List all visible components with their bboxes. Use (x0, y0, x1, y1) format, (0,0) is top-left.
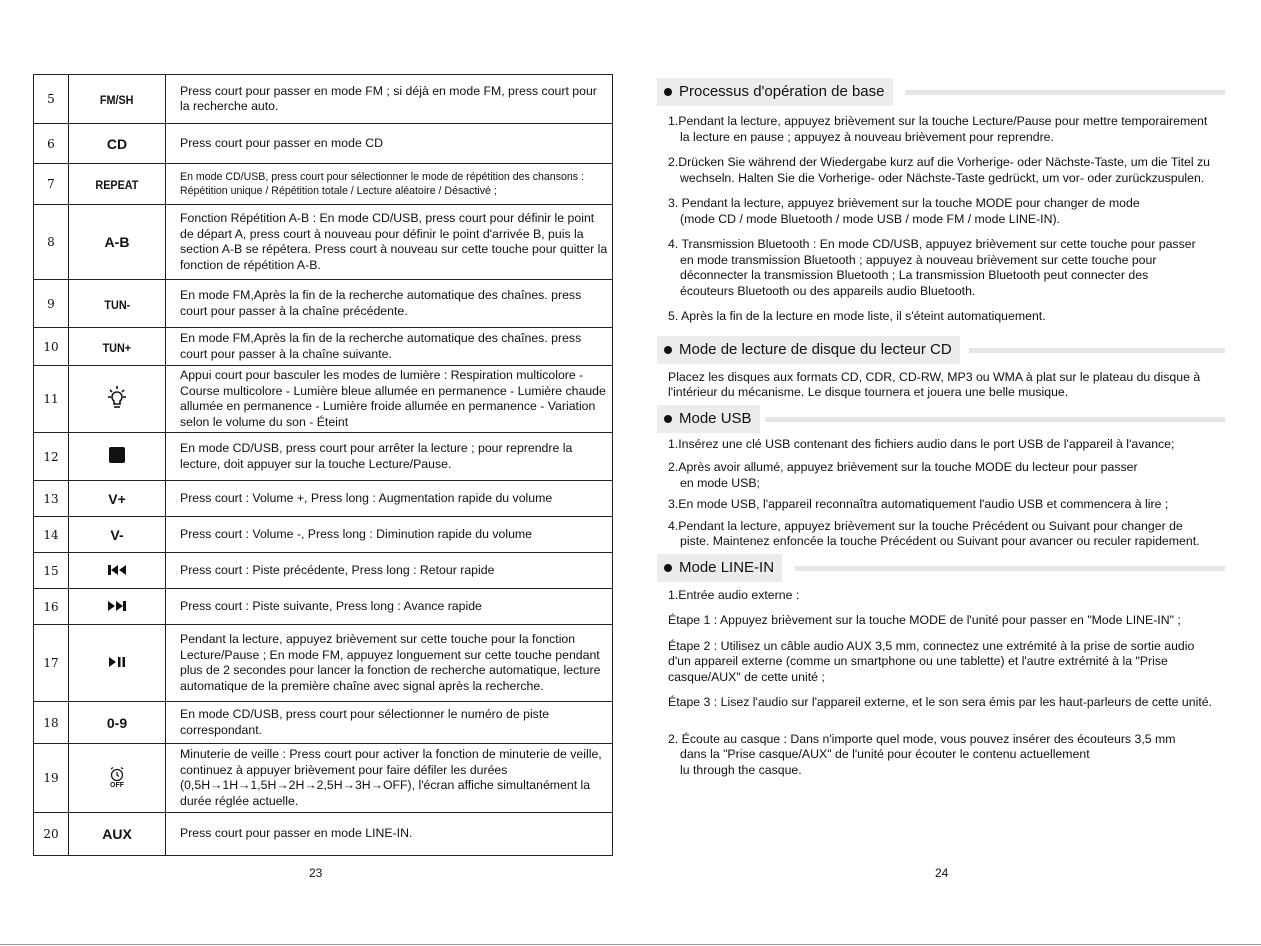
table-row (34, 124, 613, 164)
row-description: Press court pour passer en mode LINE-IN. (166, 813, 613, 856)
table-row (34, 481, 613, 517)
key-label: TUN+ (69, 328, 166, 366)
table-row (34, 433, 613, 481)
table-row (34, 744, 613, 813)
table-row (34, 164, 613, 205)
paragraph: 3. Pendant la lecture, appuyez brièvement sur la touche MODE pour changer de mode (668, 196, 1140, 210)
bullet-icon (664, 346, 672, 354)
section-title: Mode de lecture de disque du lecteur CD (679, 340, 952, 358)
section-title: Mode LINE-IN (679, 558, 775, 576)
row-number: 13 (34, 481, 69, 517)
row-number: 9 (34, 280, 69, 328)
row-description: Press court pour passer en mode FM ; si déjà en mode FM, press court pour la recherche auto. (166, 75, 613, 124)
section-rule (765, 417, 1225, 422)
page-number-right: 24 (935, 866, 949, 880)
table-row (34, 328, 613, 366)
row-number: 14 (34, 517, 69, 553)
key-label: A-B (69, 205, 166, 280)
key-label: V- (69, 517, 166, 553)
row-number: 8 (34, 205, 69, 280)
paragraph: en mode transmission Bluetooth ; appuyez à nouveau brièvement sur cette touche pour (680, 252, 1157, 267)
paragraph: 2.Drücken Sie während der Wiedergabe kurz auf die Vorherige- oder Nächste-Taste, um die Titel zu (668, 155, 1211, 169)
row-description: Press court : Piste précédente, Press long : Retour rapide (166, 553, 613, 589)
next-track-icon (69, 589, 166, 625)
paragraph: Placez les disques aux formats CD, CDR, CD-RW, MP3 ou WMA à plat sur le plateau du disque à (668, 369, 1201, 384)
row-description: En mode FM,Après la fin de la recherche automatique des chaînes. press court pour passer à la chaîne précédente. (166, 280, 613, 328)
key-label: AUX (69, 813, 166, 856)
paragraph: 5. Après la fin de la lecture en mode liste, il s'éteint automatiquement. (668, 309, 1046, 323)
row-number: 20 (34, 813, 69, 856)
paragraph: 4. Transmission Bluetooth : En mode CD/USB, appuyez brièvement sur cette touche pour passer (668, 237, 1196, 251)
paragraph: d'un appareil externe (comme un smartphone ou une tablette) et l'autre extrémité à la "Prise (668, 654, 1168, 668)
row-number: 17 (34, 625, 69, 702)
paragraph: dans la "Prise casque/AUX" de l'unité pour écouter le contenu actuellement (680, 747, 1090, 761)
row-number: 18 (34, 702, 69, 744)
table-row (34, 553, 613, 589)
paragraph: écouteurs Bluetooth ou des appareils audio Bluetooth. (680, 283, 976, 298)
section-rule (969, 348, 1225, 353)
key-label: REPEAT (69, 164, 166, 205)
section-rule (795, 566, 1225, 571)
row-number: 11 (34, 366, 69, 433)
paragraph: l'intérieur du mécanisme. Le disque tournera et jouera une belle musique. (668, 385, 1069, 399)
bullet-icon (664, 88, 672, 96)
row-number: 15 (34, 553, 69, 589)
row-description: Minuterie de veille : Press court pour activer la fonction de minuterie de veille, continuez à appuyer brièvement pour faire défiler les durées (0,5H→1H→1,5H→2H→2,5H→3H→OFF), l'écran affiche simultanément la durée réglée actuelle. (166, 744, 613, 813)
section-header-usb-mode (657, 405, 1247, 433)
key-label: 0-9 (69, 702, 166, 744)
key-label: FM/SH (69, 75, 166, 124)
table-row (34, 366, 613, 433)
paragraph: 1.Pendant la lecture, appuyez brièvement sur la touche Lecture/Pause pour mettre temporairement (668, 114, 1208, 128)
section-header-cd-mode (657, 336, 1247, 364)
row-description: En mode FM,Après la fin de la recherche automatique des chaînes. press court pour passer à la chaîne suivante. (166, 328, 613, 366)
instructions-page (657, 78, 1247, 778)
play-pause-icon (69, 625, 166, 702)
bulb-icon (106, 386, 128, 410)
section-title: Mode USB (679, 409, 752, 427)
button-function-table (33, 74, 613, 856)
row-number: 19 (34, 744, 69, 813)
sleep-timer-icon: OFF (69, 744, 166, 813)
paragraph: wechseln. Halten Sie die Vorherige- oder Nächste-Taste gedrückt, um vor- oder zurückzuspulen. (680, 170, 1205, 185)
paragraph: piste. Maintenez enfoncée la touche Précédent ou Suivant pour avancer ou reculer rapidement. (680, 534, 1200, 548)
row-description: En mode CD/USB, press court pour sélectionner le mode de répétition des chansons : Répétition unique / Répétition totale / Lecture aléatoire / Désactivé ; (166, 164, 613, 205)
paragraph: lu through the casque. (680, 762, 802, 777)
row-description: Press court : Piste suivante, Press long : Avance rapide (166, 589, 613, 625)
table-row (34, 205, 613, 280)
bullet-icon (664, 564, 672, 572)
table-row (34, 517, 613, 553)
key-label: CD (69, 124, 166, 164)
table-row (34, 625, 613, 702)
paragraph: 4.Pendant la lecture, appuyez brièvement sur la touche Précédent ou Suivant pour changer de (668, 518, 1183, 533)
row-number: 7 (34, 164, 69, 205)
row-description: Pendant la lecture, appuyez brièvement sur cette touche pour la fonction Lecture/Pause ; En mode FM, appuyez longuement sur cette touche pendant plus de 2 secondes pour lancer la fonction de recherche automatique, lecture automatique de la première chaîne avec signal après la recherche. (166, 625, 613, 702)
paragraph: 1.Entrée audio externe : (668, 587, 800, 602)
light-mode-icon (69, 366, 166, 433)
table-row (34, 589, 613, 625)
paragraph: en mode USB; (680, 475, 760, 490)
row-description: Press court : Volume +, Press long : Augmentation rapide du volume (166, 481, 613, 517)
stop-icon (69, 433, 166, 481)
paragraph: 2.Après avoir allumé, appuyez brièvement sur la touche MODE du lecteur pour passer (668, 460, 1138, 474)
bullet-icon (664, 415, 672, 423)
section-header-basic-operation (657, 78, 1247, 106)
row-description: Fonction Répétition A-B : En mode CD/USB, press court pour définir le point de départ A, press court à nouveau pour définir le point d'arrivée B, puis la section A-B se répétera. Press court à nouveau sur cette touche pour quitter la fonction de répétition A-B. (166, 205, 613, 280)
bottom-divider (0, 944, 1261, 945)
key-label: TUN- (69, 280, 166, 328)
row-number: 16 (34, 589, 69, 625)
paragraph: Étape 3 : Lisez l'audio sur l'appareil externe, et le son sera émis par les haut-parleurs de cette unité. (668, 695, 1213, 709)
section-header-line-in-mode (657, 554, 1247, 582)
row-number: 6 (34, 124, 69, 164)
section-title: Processus d'opération de base (679, 83, 885, 101)
paragraph: (mode CD / mode Bluetooth / mode USB / mode FM / mode LINE-IN). (680, 211, 1060, 226)
paragraph: casque/AUX" de cette unité ; (668, 669, 825, 684)
section-rule (905, 90, 1225, 95)
previous-track-icon (69, 553, 166, 589)
row-number: 12 (34, 433, 69, 481)
paragraph: la lecture en pause ; appuyez à nouveau brièvement pour reprendre. (680, 129, 1054, 144)
paragraph: 2. Écoute au casque : Dans n'importe quel mode, vous pouvez insérer des écouteurs 3,5 mm (668, 731, 1176, 746)
row-number: 10 (34, 328, 69, 366)
row-description: Appui court pour basculer les modes de lumière : Respiration multicolore - Course multicolore - Lumière bleue allumée en permanence - Lumière chaude allumée en permanence - Lumière froide allumée en permanence - Variation selon le volume du son - Éteint (166, 366, 613, 433)
row-number: 5 (34, 75, 69, 124)
paragraph: Étape 2 : Utilisez un câble audio AUX 3,5 mm, connectez une extrémité à la prise de sortie audio (668, 638, 1195, 653)
key-label: V+ (69, 481, 166, 517)
row-description: En mode CD/USB, press court pour sélectionner le numéro de piste correspondant. (166, 702, 613, 744)
paragraph: 3.En mode USB, l'appareil reconnaîtra automatiquement l'audio USB et commencera à lire ; (668, 497, 1169, 511)
paragraph: Étape 1 : Appuyez brièvement sur la touche MODE de l'unité pour passer en "Mode LINE-IN" ; (668, 613, 1181, 627)
table-row (34, 75, 613, 124)
page-number-left: 23 (309, 866, 323, 880)
row-description: En mode CD/USB, press court pour arrêter la lecture ; pour reprendre la lecture, doit appuyer sur la touche Lecture/Pause. (166, 433, 613, 481)
table-row (34, 280, 613, 328)
table-row (34, 813, 613, 856)
function-table-page (33, 74, 613, 856)
paragraph: déconnecter la transmission Bluetooth ; La transmission Bluetooth peut connecter des (680, 268, 1149, 282)
row-description: Press court pour passer en mode CD (166, 124, 613, 164)
row-description: Press court : Volume -, Press long : Diminution rapide du volume (166, 517, 613, 553)
table-row (34, 702, 613, 744)
paragraph: 1.Insérez une clé USB contenant des fichiers audio dans le port USB de l'appareil à l'avance; (668, 436, 1175, 451)
